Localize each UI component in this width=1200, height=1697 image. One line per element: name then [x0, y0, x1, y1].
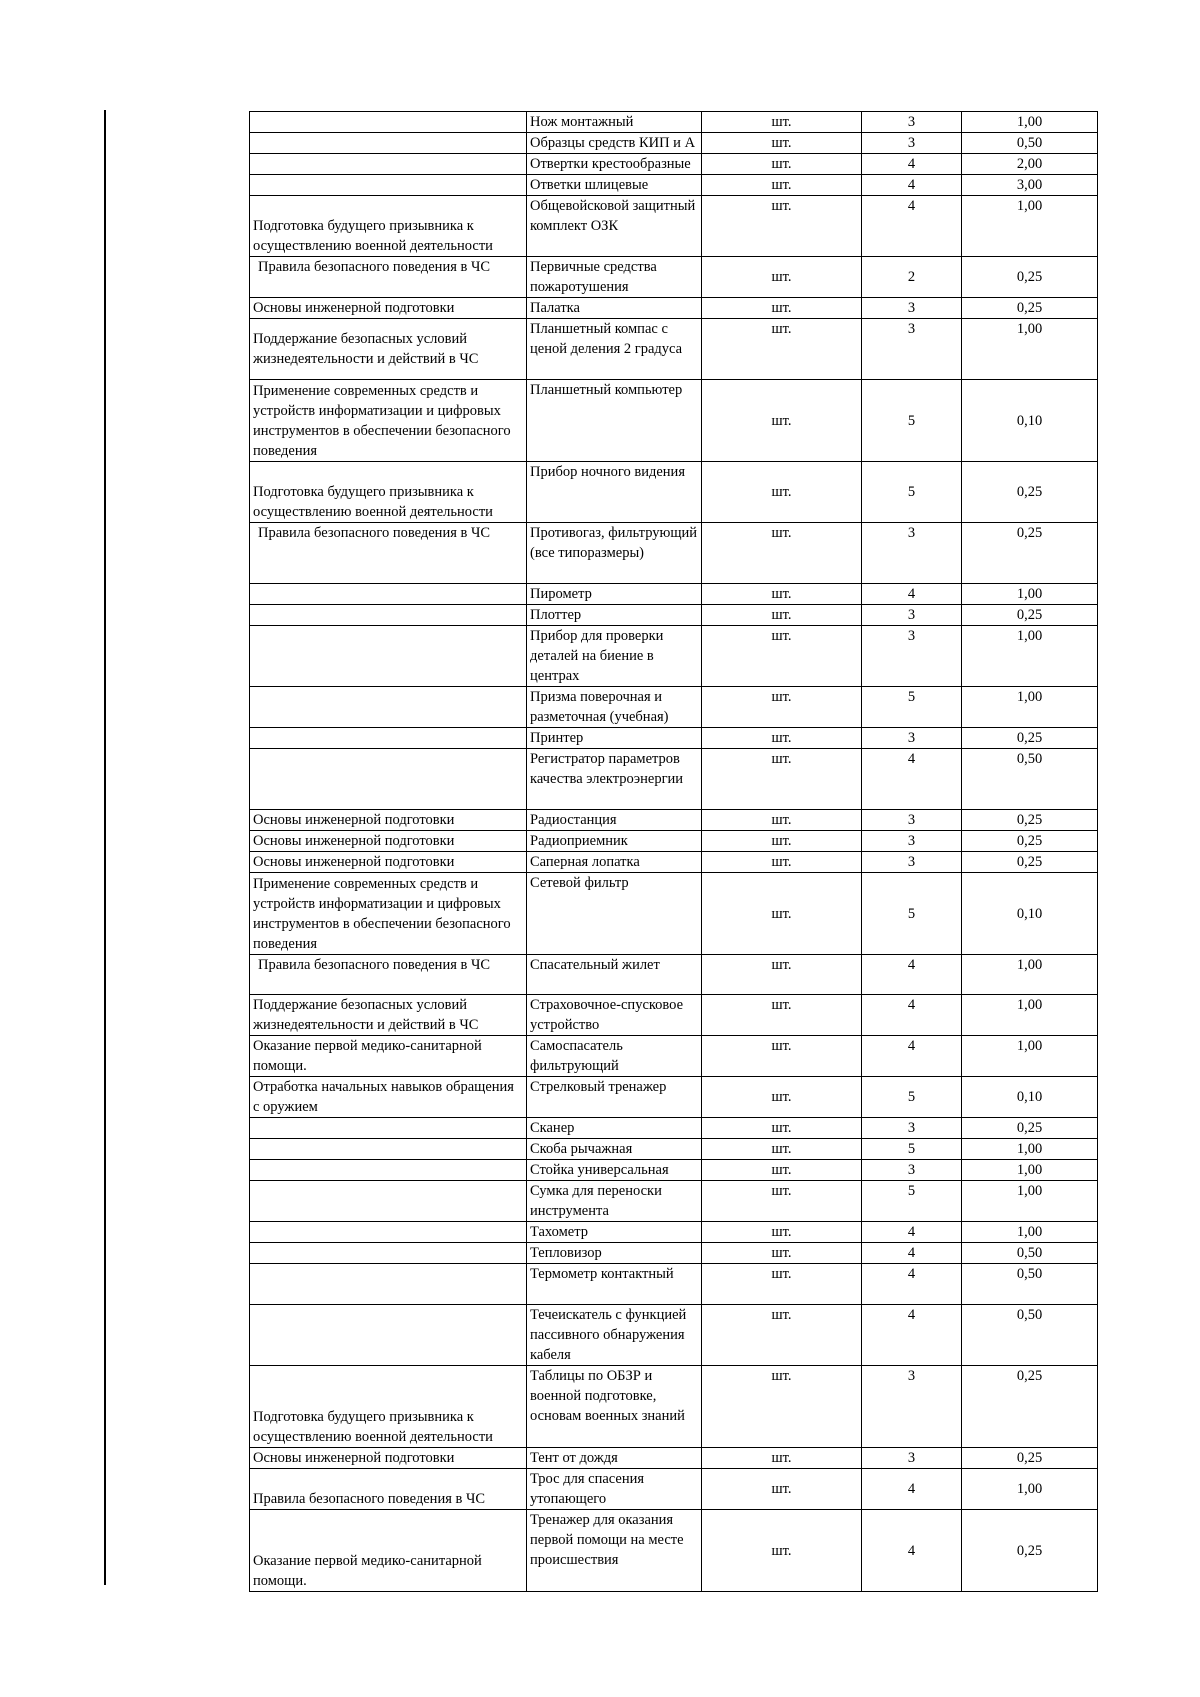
unit-cell: шт. [702, 728, 862, 749]
unit-cell: шт. [702, 380, 862, 462]
table-row [250, 257, 1098, 298]
unit-cell: шт. [702, 1036, 862, 1077]
ratio-cell: 1,00 [962, 112, 1098, 133]
item-name-cell: Страховочное-спусковое устройство [527, 995, 702, 1036]
activity-cell [250, 749, 527, 810]
quantity-cell: 3 [862, 831, 962, 852]
unit-cell: шт. [702, 626, 862, 687]
activity-cell [250, 112, 527, 133]
activity-cell: Правила безопасного поведения в ЧС [250, 1469, 527, 1510]
item-name-cell: Планшетный компьютер [527, 380, 702, 462]
item-name-cell: Радиостанция [527, 810, 702, 831]
activity-cell: Подготовка будущего призывника к осуществлению военной деятельности [250, 462, 527, 523]
ratio-cell: 0,25 [962, 1448, 1098, 1469]
item-name-cell: Призма поверочная и разметочная (учебная) [527, 687, 702, 728]
item-name-cell: Палатка [527, 298, 702, 319]
table-row [250, 1139, 1098, 1160]
table-row [250, 605, 1098, 626]
unit-cell: шт. [702, 1118, 862, 1139]
item-name-cell: Сетевой фильтр [527, 873, 702, 955]
ratio-cell: 0,25 [962, 605, 1098, 626]
quantity-cell: 4 [862, 1264, 962, 1305]
activity-cell [250, 605, 527, 626]
ratio-cell: 2,00 [962, 154, 1098, 175]
table-row [250, 687, 1098, 728]
item-name-cell: Тренажер для оказания первой помощи на месте происшествия [527, 1510, 702, 1592]
ratio-cell: 3,00 [962, 175, 1098, 196]
quantity-cell: 4 [862, 749, 962, 810]
activity-cell [250, 1243, 527, 1264]
item-name-cell: Радиоприемник [527, 831, 702, 852]
activity-cell: Правила безопасного поведения в ЧС [250, 523, 527, 584]
quantity-cell: 4 [862, 1469, 962, 1510]
activity-cell: Подготовка будущего призывника к осуществлению военной деятельности [250, 1366, 527, 1448]
ratio-cell: 1,00 [962, 1222, 1098, 1243]
quantity-cell: 4 [862, 955, 962, 995]
table-row [250, 196, 1098, 257]
unit-cell: шт. [702, 1139, 862, 1160]
item-name-cell: Самоспасатель фильтрующий [527, 1036, 702, 1077]
ratio-cell: 0,25 [962, 1118, 1098, 1139]
activity-cell: Основы инженерной подготовки [250, 298, 527, 319]
quantity-cell: 3 [862, 626, 962, 687]
item-name-cell: Скоба рычажная [527, 1139, 702, 1160]
ratio-cell: 1,00 [962, 626, 1098, 687]
item-name-cell: Прибор для проверки деталей на биение в центрах [527, 626, 702, 687]
activity-cell: Подготовка будущего призывника к осуществлению военной деятельности [250, 196, 527, 257]
activity-cell: Основы инженерной подготовки [250, 831, 527, 852]
quantity-cell: 3 [862, 523, 962, 584]
item-name-cell: Плоттер [527, 605, 702, 626]
item-name-cell: Спасательный жилет [527, 955, 702, 995]
activity-cell: Отработка начальных навыков обращения с оружием [250, 1077, 527, 1118]
item-name-cell: Тент от дождя [527, 1448, 702, 1469]
item-name-cell: Течеискатель с функцией пассивного обнаружения кабеля [527, 1305, 702, 1366]
item-name-cell: Тепловизор [527, 1243, 702, 1264]
quantity-cell: 3 [862, 298, 962, 319]
table-row [250, 1036, 1098, 1077]
activity-cell [250, 584, 527, 605]
unit-cell: шт. [702, 257, 862, 298]
item-name-cell: Отвертки крестообразные [527, 154, 702, 175]
item-name-cell: Противогаз, фильтрующий (все типоразмеры) [527, 523, 702, 584]
quantity-cell: 4 [862, 1036, 962, 1077]
ratio-cell: 1,00 [962, 1469, 1098, 1510]
table-row [250, 1305, 1098, 1366]
ratio-cell: 0,50 [962, 1305, 1098, 1366]
ratio-cell: 1,00 [962, 584, 1098, 605]
quantity-cell: 3 [862, 1160, 962, 1181]
quantity-cell: 5 [862, 687, 962, 728]
item-name-cell: Саперная лопатка [527, 852, 702, 873]
unit-cell: шт. [702, 133, 862, 154]
quantity-cell: 5 [862, 380, 962, 462]
unit-cell: шт. [702, 749, 862, 810]
table-row [250, 1077, 1098, 1118]
item-name-cell: Планшетный компас с ценой деления 2 градуса [527, 319, 702, 380]
activity-cell [250, 1139, 527, 1160]
table-row [250, 154, 1098, 175]
item-name-cell: Стрелковый тренажер [527, 1077, 702, 1118]
table-row [250, 1264, 1098, 1305]
ratio-cell: 0,25 [962, 257, 1098, 298]
unit-cell: шт. [702, 1469, 862, 1510]
ratio-cell: 0,25 [962, 728, 1098, 749]
activity-cell [250, 687, 527, 728]
activity-cell: Поддержание безопасных условий жизнедеятельности и действий в ЧС [250, 995, 527, 1036]
activity-cell [250, 1305, 527, 1366]
quantity-cell: 3 [862, 1366, 962, 1448]
table-row [250, 584, 1098, 605]
quantity-cell: 4 [862, 1243, 962, 1264]
quantity-cell: 3 [862, 112, 962, 133]
unit-cell: шт. [702, 687, 862, 728]
unit-cell: шт. [702, 1077, 862, 1118]
item-name-cell: Прибор ночного видения [527, 462, 702, 523]
table-row [250, 749, 1098, 810]
unit-cell: шт. [702, 873, 862, 955]
table-row [250, 523, 1098, 584]
quantity-cell: 4 [862, 584, 962, 605]
ratio-cell: 0,25 [962, 831, 1098, 852]
ratio-cell: 1,00 [962, 1160, 1098, 1181]
table-row [250, 810, 1098, 831]
item-name-cell: Образцы средств КИП и А [527, 133, 702, 154]
quantity-cell: 3 [862, 1118, 962, 1139]
activity-cell [250, 1181, 527, 1222]
activity-cell [250, 1222, 527, 1243]
item-name-cell: Сканер [527, 1118, 702, 1139]
ratio-cell: 1,00 [962, 955, 1098, 995]
quantity-cell: 5 [862, 873, 962, 955]
table-row [250, 995, 1098, 1036]
table-row [250, 319, 1098, 380]
quantity-cell: 5 [862, 1077, 962, 1118]
ratio-cell: 0,25 [962, 852, 1098, 873]
unit-cell: шт. [702, 852, 862, 873]
activity-cell [250, 1118, 527, 1139]
ratio-cell: 1,00 [962, 196, 1098, 257]
ratio-cell: 1,00 [962, 1181, 1098, 1222]
activity-cell [250, 1160, 527, 1181]
item-name-cell: Первичные средства пожаротушения [527, 257, 702, 298]
table-row [250, 1366, 1098, 1448]
activity-cell [250, 154, 527, 175]
quantity-cell: 5 [862, 1139, 962, 1160]
table-row [250, 728, 1098, 749]
equipment-table-body [250, 112, 1098, 1592]
ratio-cell: 0,25 [962, 810, 1098, 831]
unit-cell: шт. [702, 584, 862, 605]
activity-cell [250, 1264, 527, 1305]
ratio-cell: 1,00 [962, 1139, 1098, 1160]
quantity-cell: 4 [862, 995, 962, 1036]
table-row [250, 831, 1098, 852]
unit-cell: шт. [702, 1181, 862, 1222]
unit-cell: шт. [702, 112, 862, 133]
ratio-cell: 0,25 [962, 298, 1098, 319]
table-row [250, 133, 1098, 154]
quantity-cell: 3 [862, 133, 962, 154]
table-row [250, 298, 1098, 319]
table-row [250, 873, 1098, 955]
table-row [250, 1160, 1098, 1181]
left-margin-line [104, 110, 106, 1585]
quantity-cell: 4 [862, 154, 962, 175]
quantity-cell: 4 [862, 1510, 962, 1592]
ratio-cell: 1,00 [962, 319, 1098, 380]
quantity-cell: 3 [862, 1448, 962, 1469]
ratio-cell: 0,10 [962, 380, 1098, 462]
quantity-cell: 5 [862, 462, 962, 523]
ratio-cell: 0,10 [962, 873, 1098, 955]
activity-cell: Основы инженерной подготовки [250, 810, 527, 831]
unit-cell: шт. [702, 1222, 862, 1243]
unit-cell: шт. [702, 831, 862, 852]
unit-cell: шт. [702, 1305, 862, 1366]
quantity-cell: 4 [862, 1305, 962, 1366]
quantity-cell: 3 [862, 728, 962, 749]
quantity-cell: 4 [862, 1222, 962, 1243]
item-name-cell: Регистратор параметров качества электроэнергии [527, 749, 702, 810]
unit-cell: шт. [702, 1160, 862, 1181]
table-row [250, 1469, 1098, 1510]
activity-cell: Правила безопасного поведения в ЧС [250, 955, 527, 995]
ratio-cell: 0,25 [962, 1366, 1098, 1448]
quantity-cell: 5 [862, 1181, 962, 1222]
quantity-cell: 4 [862, 175, 962, 196]
item-name-cell: Сумка для переноски инструмента [527, 1181, 702, 1222]
equipment-table [249, 111, 1098, 1592]
activity-cell: Применение современных средств и устройств информатизации и цифровых инструментов в обеспечении безопасного поведения [250, 873, 527, 955]
ratio-cell: 0,25 [962, 523, 1098, 584]
table-row [250, 380, 1098, 462]
activity-cell [250, 175, 527, 196]
activity-cell: Основы инженерной подготовки [250, 852, 527, 873]
item-name-cell: Термометр контактный [527, 1264, 702, 1305]
table-row [250, 1243, 1098, 1264]
table-row [250, 626, 1098, 687]
unit-cell: шт. [702, 605, 862, 626]
quantity-cell: 3 [862, 852, 962, 873]
table-row [250, 1510, 1098, 1592]
activity-cell [250, 728, 527, 749]
unit-cell: шт. [702, 810, 862, 831]
unit-cell: шт. [702, 1366, 862, 1448]
unit-cell: шт. [702, 175, 862, 196]
table-row [250, 112, 1098, 133]
unit-cell: шт. [702, 523, 862, 584]
table-row [250, 175, 1098, 196]
ratio-cell: 1,00 [962, 1036, 1098, 1077]
activity-cell: Применение современных средств и устройств информатизации и цифровых инструментов в обеспечении безопасного поведения [250, 380, 527, 462]
table-row [250, 1222, 1098, 1243]
unit-cell: шт. [702, 1448, 862, 1469]
unit-cell: шт. [702, 1264, 862, 1305]
ratio-cell: 0,25 [962, 1510, 1098, 1592]
table-row [250, 1448, 1098, 1469]
item-name-cell: Нож монтажный [527, 112, 702, 133]
ratio-cell: 1,00 [962, 687, 1098, 728]
unit-cell: шт. [702, 319, 862, 380]
quantity-cell: 3 [862, 319, 962, 380]
item-name-cell: Тахометр [527, 1222, 702, 1243]
quantity-cell: 3 [862, 810, 962, 831]
unit-cell: шт. [702, 298, 862, 319]
activity-cell: Правила безопасного поведения в ЧС [250, 257, 527, 298]
unit-cell: шт. [702, 1510, 862, 1592]
ratio-cell: 0,50 [962, 1243, 1098, 1264]
item-name-cell: Общевойсковой защитный комплект ОЗК [527, 196, 702, 257]
activity-cell: Оказание первой медико-санитарной помощи. [250, 1036, 527, 1077]
table-row [250, 955, 1098, 995]
activity-cell: Поддержание безопасных условий жизнедеятельности и действий в ЧС [250, 319, 527, 380]
table-row [250, 1118, 1098, 1139]
unit-cell: шт. [702, 154, 862, 175]
table-row [250, 852, 1098, 873]
ratio-cell: 0,10 [962, 1077, 1098, 1118]
unit-cell: шт. [702, 196, 862, 257]
table-row [250, 1181, 1098, 1222]
activity-cell: Оказание первой медико-санитарной помощи. [250, 1510, 527, 1592]
ratio-cell: 0,50 [962, 133, 1098, 154]
item-name-cell: Трос для спасения утопающего [527, 1469, 702, 1510]
quantity-cell: 2 [862, 257, 962, 298]
unit-cell: шт. [702, 1243, 862, 1264]
item-name-cell: Стойка универсальная [527, 1160, 702, 1181]
quantity-cell: 3 [862, 605, 962, 626]
ratio-cell: 1,00 [962, 995, 1098, 1036]
quantity-cell: 4 [862, 196, 962, 257]
unit-cell: шт. [702, 955, 862, 995]
item-name-cell: Принтер [527, 728, 702, 749]
unit-cell: шт. [702, 995, 862, 1036]
ratio-cell: 0,50 [962, 749, 1098, 810]
item-name-cell: Ответки шлицевые [527, 175, 702, 196]
item-name-cell: Пирометр [527, 584, 702, 605]
activity-cell [250, 133, 527, 154]
ratio-cell: 0,25 [962, 462, 1098, 523]
table-row [250, 462, 1098, 523]
activity-cell: Основы инженерной подготовки [250, 1448, 527, 1469]
ratio-cell: 0,50 [962, 1264, 1098, 1305]
unit-cell: шт. [702, 462, 862, 523]
item-name-cell: Таблицы по ОБЗР и военной подготовке, основам военных знаний [527, 1366, 702, 1448]
activity-cell [250, 626, 527, 687]
